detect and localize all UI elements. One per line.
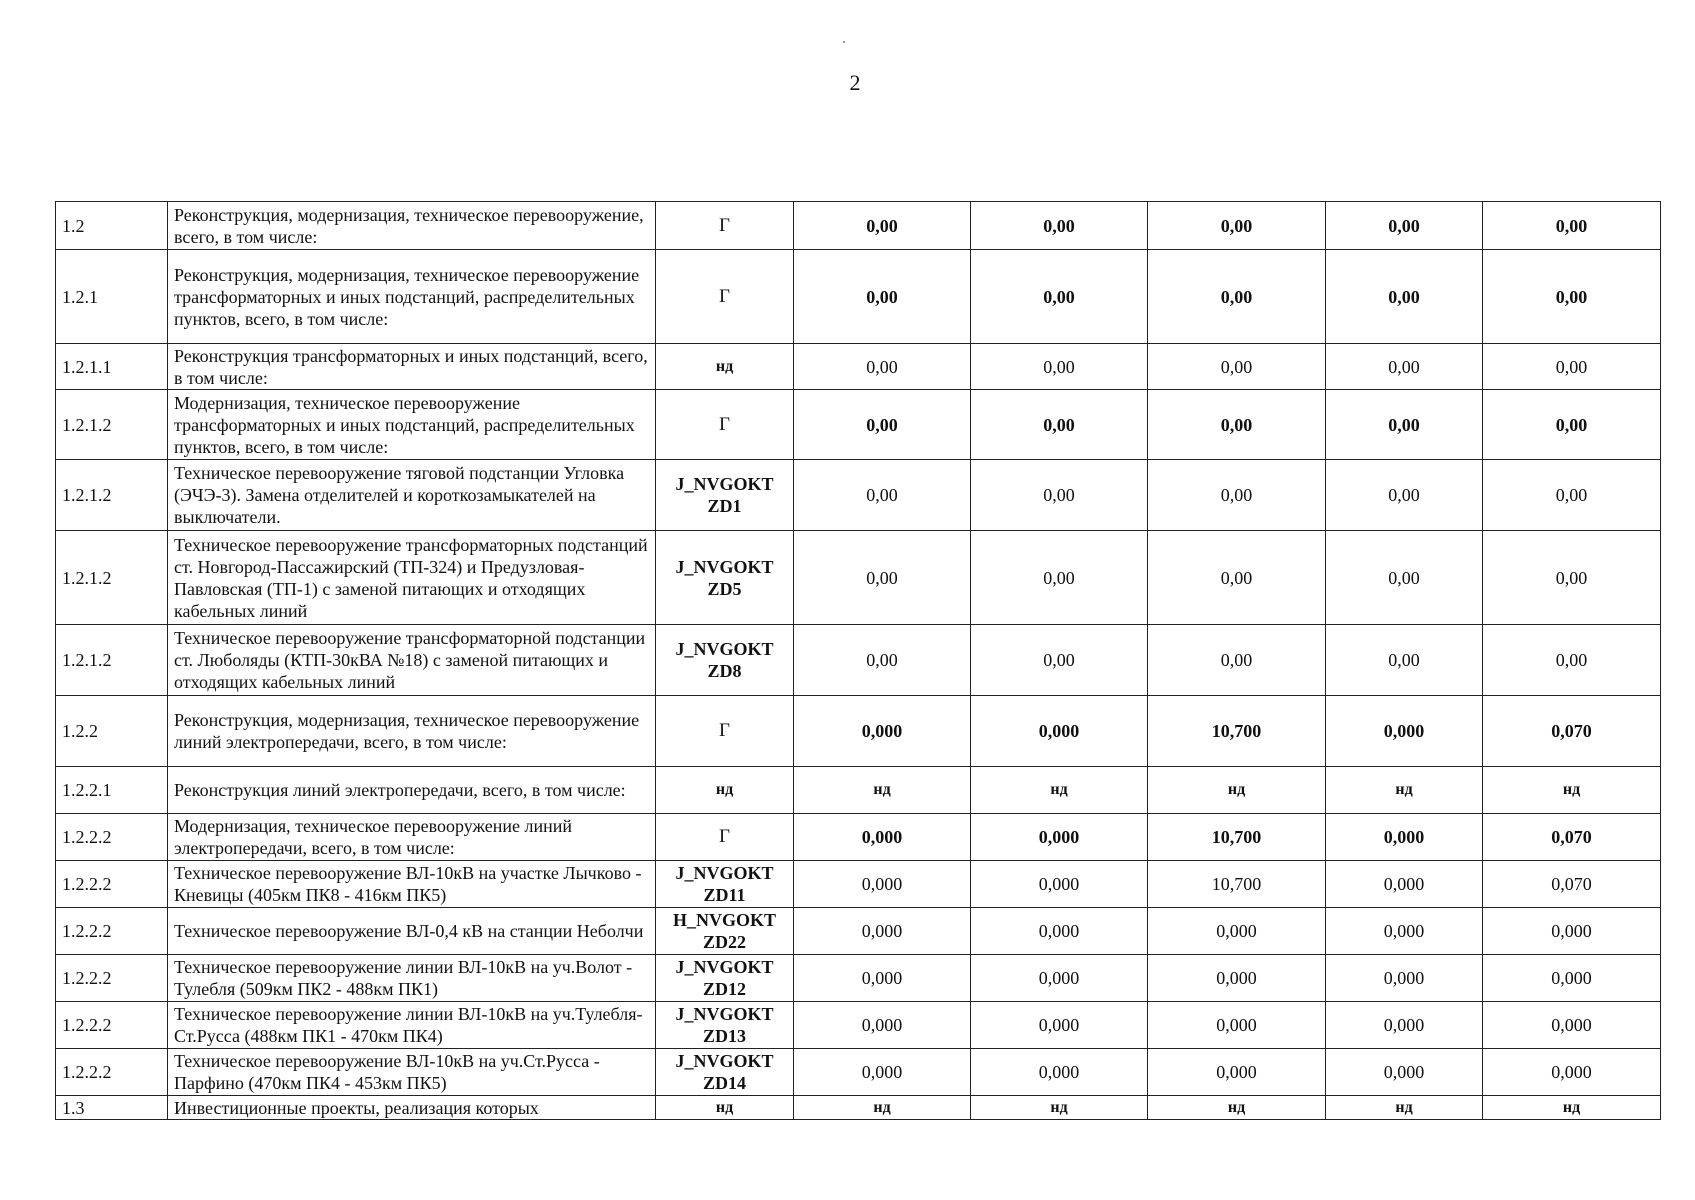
row-number-cell: 1.2.2.2 xyxy=(56,814,168,861)
value-cell: 0,00 xyxy=(1326,460,1483,531)
project-code-cell: Г xyxy=(656,202,794,250)
value-cell: 0,00 xyxy=(1148,625,1326,696)
project-code-cell: H_NVGOKT ZD22 xyxy=(656,908,794,955)
description-cell: Техническое перевооружение линии ВЛ-10кВ на уч.Тулебля- Ст.Русса (488км ПК1 - 470км ПК4) xyxy=(168,1002,656,1049)
value-cell: 0,00 xyxy=(794,390,971,460)
value-cell: 0,000 xyxy=(1326,1002,1483,1049)
value-cell: 0,00 xyxy=(1148,344,1326,390)
value-cell: 0,00 xyxy=(1326,250,1483,344)
table-row xyxy=(56,861,1661,908)
row-number-cell: 1.2.2 xyxy=(56,696,168,767)
value-cell: нд xyxy=(794,1096,971,1120)
table-row xyxy=(56,767,1661,814)
value-cell: 0,000 xyxy=(794,1002,971,1049)
table-row xyxy=(56,1049,1661,1096)
value-cell: нд xyxy=(1326,1096,1483,1120)
value-cell: 0,00 xyxy=(1326,202,1483,250)
value-cell: 0,00 xyxy=(794,460,971,531)
value-cell: нд xyxy=(794,767,971,814)
description-cell: Техническое перевооружение ВЛ-0,4 кВ на станции Неболчи xyxy=(168,908,656,955)
project-code-cell: J_NVGOKT ZD12 xyxy=(656,955,794,1002)
value-cell: 0,000 xyxy=(1483,908,1661,955)
value-cell: 0,000 xyxy=(971,696,1148,767)
description-cell: Реконструкция трансформаторных и иных подстанций, всего, в том числе: xyxy=(168,344,656,390)
row-number-cell: 1.2.1.2 xyxy=(56,390,168,460)
table-body xyxy=(56,202,1661,1120)
value-cell: 0,000 xyxy=(1148,1049,1326,1096)
row-number-cell: 1.2 xyxy=(56,202,168,250)
description-cell: Техническое перевооружение ВЛ-10кВ на уч.Ст.Русса - Парфино (470км ПК4 - 453км ПК5) xyxy=(168,1049,656,1096)
value-cell: 0,00 xyxy=(794,625,971,696)
table-row xyxy=(56,814,1661,861)
value-cell: 0,00 xyxy=(971,460,1148,531)
value-cell: 0,000 xyxy=(1483,955,1661,1002)
value-cell: 0,00 xyxy=(1326,531,1483,625)
project-code-cell: J_NVGOKT ZD14 xyxy=(656,1049,794,1096)
description-cell: Реконструкция линий электропередачи, всего, в том числе: xyxy=(168,767,656,814)
project-code-cell: Г xyxy=(656,390,794,460)
value-cell: 0,000 xyxy=(794,861,971,908)
value-cell: 10,700 xyxy=(1148,696,1326,767)
value-cell: 0,00 xyxy=(1148,460,1326,531)
row-number-cell: 1.3 xyxy=(56,1096,168,1120)
value-cell: 0,000 xyxy=(1326,696,1483,767)
table-row xyxy=(56,1002,1661,1049)
value-cell: нд xyxy=(971,767,1148,814)
value-cell: нд xyxy=(1148,767,1326,814)
row-number-cell: 1.2.1 xyxy=(56,250,168,344)
project-code-cell: Г xyxy=(656,696,794,767)
value-cell: 0,00 xyxy=(971,202,1148,250)
value-cell: нд xyxy=(1483,767,1661,814)
row-number-cell: 1.2.2.2 xyxy=(56,955,168,1002)
value-cell: 10,700 xyxy=(1148,861,1326,908)
value-cell: нд xyxy=(1483,1096,1661,1120)
table-row xyxy=(56,531,1661,625)
value-cell: 0,00 xyxy=(1483,202,1661,250)
row-number-cell: 1.2.1.1 xyxy=(56,344,168,390)
project-code-cell: нд xyxy=(656,344,794,390)
value-cell: 0,00 xyxy=(1483,531,1661,625)
value-cell: 0,00 xyxy=(971,250,1148,344)
project-code-cell: Г xyxy=(656,250,794,344)
value-cell: 0,000 xyxy=(971,861,1148,908)
value-cell: 0,000 xyxy=(794,908,971,955)
value-cell: 0,000 xyxy=(971,1002,1148,1049)
value-cell: 0,00 xyxy=(794,344,971,390)
row-number-cell: 1.2.2.2 xyxy=(56,861,168,908)
table-row xyxy=(56,908,1661,955)
value-cell: 0,000 xyxy=(794,814,971,861)
value-cell: 0,00 xyxy=(1483,460,1661,531)
value-cell: 0,070 xyxy=(1483,861,1661,908)
value-cell: 0,000 xyxy=(971,955,1148,1002)
table-row xyxy=(56,460,1661,531)
description-cell: Реконструкция, модернизация, техническое перевооружение линий электропередачи, всего, в том числе: xyxy=(168,696,656,767)
row-number-cell: 1.2.1.2 xyxy=(56,531,168,625)
value-cell: 0,000 xyxy=(1148,955,1326,1002)
project-code-cell: J_NVGOKT ZD11 xyxy=(656,861,794,908)
row-number-cell: 1.2.2.2 xyxy=(56,1002,168,1049)
table-row xyxy=(56,344,1661,390)
description-cell: Реконструкция, модернизация, техническое перевооружение, всего, в том числе: xyxy=(168,202,656,250)
table-row xyxy=(56,390,1661,460)
description-cell: Техническое перевооружение ВЛ-10кВ на участке Лычково - Кневицы (405км ПК8 - 416км ПК5) xyxy=(168,861,656,908)
table-row xyxy=(56,250,1661,344)
value-cell: 0,00 xyxy=(1483,390,1661,460)
scan-speck xyxy=(843,41,845,43)
value-cell: 0,00 xyxy=(1148,390,1326,460)
value-cell: 0,00 xyxy=(1483,250,1661,344)
project-code-cell: J_NVGOKT ZD8 xyxy=(656,625,794,696)
value-cell: нд xyxy=(1148,1096,1326,1120)
value-cell: 0,070 xyxy=(1483,696,1661,767)
value-cell: 0,00 xyxy=(1326,344,1483,390)
value-cell: 0,070 xyxy=(1483,814,1661,861)
project-code-cell: J_NVGOKT ZD1 xyxy=(656,460,794,531)
value-cell: 0,00 xyxy=(794,250,971,344)
page-number: 2 xyxy=(849,70,861,95)
value-cell: 0,000 xyxy=(1326,908,1483,955)
description-cell: Реконструкция, модернизация, техническое перевооружение трансформаторных и иных подстанций, распределительных пунктов, всего, в том числе: xyxy=(168,250,656,344)
table-row xyxy=(56,696,1661,767)
value-cell: 0,000 xyxy=(1148,908,1326,955)
value-cell: 0,00 xyxy=(1326,625,1483,696)
row-number-cell: 1.2.2.1 xyxy=(56,767,168,814)
value-cell: 0,00 xyxy=(971,531,1148,625)
description-cell: Техническое перевооружение линии ВЛ-10кВ на уч.Волот - Тулебля (509км ПК2 - 488км ПК1) xyxy=(168,955,656,1002)
value-cell: 0,00 xyxy=(1483,344,1661,390)
value-cell: 0,000 xyxy=(1326,955,1483,1002)
description-cell: Техническое перевооружение трансформаторной подстанции ст. Люболяды (КТП-30кВА №18) с заменой питающих и отходящих кабельных линий xyxy=(168,625,656,696)
value-cell: 0,00 xyxy=(1483,625,1661,696)
value-cell: 0,00 xyxy=(971,344,1148,390)
value-cell: нд xyxy=(1326,767,1483,814)
value-cell: 0,00 xyxy=(971,390,1148,460)
value-cell: 0,000 xyxy=(794,1049,971,1096)
value-cell: 0,000 xyxy=(1148,1002,1326,1049)
project-code-cell: нд xyxy=(656,1096,794,1120)
description-cell: Модернизация, техническое перевооружение трансформаторных и иных подстанций, распределительных пунктов, всего, в том числе: xyxy=(168,390,656,460)
investment-table xyxy=(55,201,1661,1120)
value-cell: 0,00 xyxy=(794,202,971,250)
value-cell: нд xyxy=(971,1096,1148,1120)
value-cell: 10,700 xyxy=(1148,814,1326,861)
value-cell: 0,000 xyxy=(1483,1002,1661,1049)
row-number-cell: 1.2.1.2 xyxy=(56,460,168,531)
value-cell: 0,000 xyxy=(971,814,1148,861)
value-cell: 0,000 xyxy=(1326,814,1483,861)
project-code-cell: J_NVGOKT ZD5 xyxy=(656,531,794,625)
row-number-cell: 1.2.2.2 xyxy=(56,1049,168,1096)
value-cell: 0,000 xyxy=(1326,1049,1483,1096)
table-row xyxy=(56,955,1661,1002)
table-row xyxy=(56,1096,1661,1120)
value-cell: 0,000 xyxy=(971,1049,1148,1096)
description-cell: Модернизация, техническое перевооружение линий электропередачи, всего, в том числе: xyxy=(168,814,656,861)
value-cell: 0,00 xyxy=(1148,531,1326,625)
table-row xyxy=(56,202,1661,250)
row-number-cell: 1.2.1.2 xyxy=(56,625,168,696)
description-cell: Инвестиционные проекты, реализация которых xyxy=(168,1096,656,1120)
project-code-cell: нд xyxy=(656,767,794,814)
row-number-cell: 1.2.2.2 xyxy=(56,908,168,955)
value-cell: 0,000 xyxy=(971,908,1148,955)
value-cell: 0,000 xyxy=(1483,1049,1661,1096)
value-cell: 0,00 xyxy=(971,625,1148,696)
project-code-cell: J_NVGOKT ZD13 xyxy=(656,1002,794,1049)
value-cell: 0,00 xyxy=(1148,202,1326,250)
description-cell: Техническое перевооружение трансформаторных подстанций ст. Новгород-Пассажирский (ТП-324) и Предузловая-Павловская (ТП-1) с заменой питающих и отходящих кабельных линий xyxy=(168,531,656,625)
description-cell: Техническое перевооружение тяговой подстанции Угловка (ЭЧЭ-3). Замена отделителей и короткозамыкателей на выключатели. xyxy=(168,460,656,531)
value-cell: 0,000 xyxy=(794,696,971,767)
value-cell: 0,000 xyxy=(794,955,971,1002)
value-cell: 0,000 xyxy=(1326,861,1483,908)
value-cell: 0,00 xyxy=(1326,390,1483,460)
table-row xyxy=(56,625,1661,696)
project-code-cell: Г xyxy=(656,814,794,861)
value-cell: 0,00 xyxy=(1148,250,1326,344)
value-cell: 0,00 xyxy=(794,531,971,625)
